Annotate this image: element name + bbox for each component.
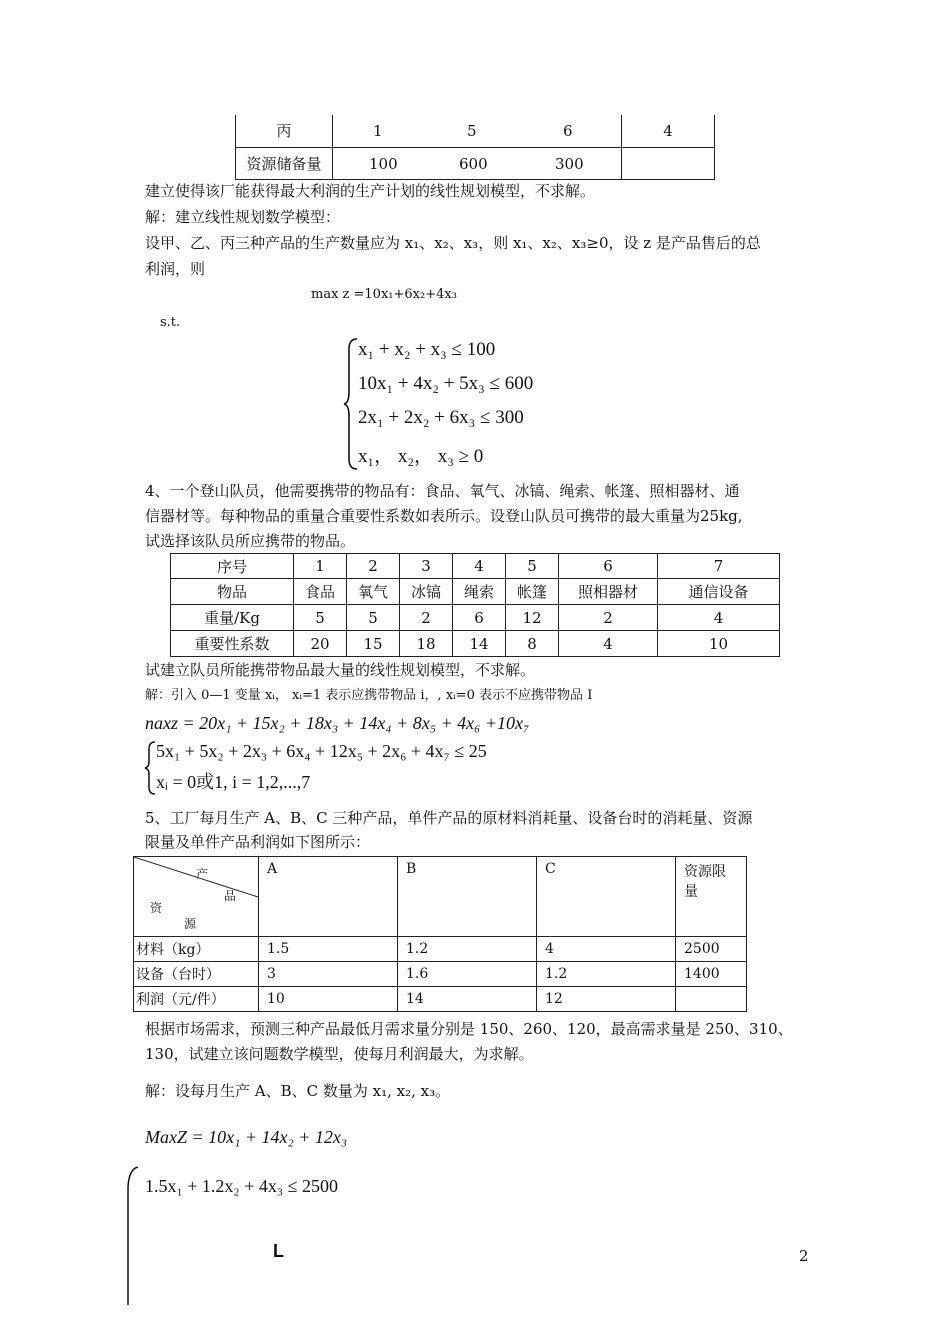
q5-fragment: L (273, 1241, 284, 1261)
table-cell: 冰镐 (400, 579, 453, 605)
table-cell: 4 (622, 115, 715, 147)
table-cell: 1 5 6 (333, 115, 622, 147)
q5-solution: 解：设每月生产 A、B、C 数量为 x₁, x₂, x₃。 (145, 1082, 451, 1100)
table-cell: 100 600 300 (333, 147, 622, 179)
table-cell: 帐篷 (506, 579, 559, 605)
q3-solution-line2: 利润，则 (145, 260, 206, 278)
table-cell: 15 (347, 631, 400, 657)
q4-items-table (170, 553, 780, 657)
table-cell: 7 (658, 554, 780, 579)
q5-line2: 限量及单件产品利润如下图所示： (145, 833, 371, 851)
table-cell: 重量/Kg (171, 605, 294, 631)
q4-constraint-2: xᵢ = 0或1, i = 1,2,...,7 (156, 772, 311, 792)
table-cell: 1.2 (398, 937, 537, 962)
table-cell: 4 (559, 631, 658, 657)
table-cell: 3 (400, 554, 453, 579)
table-cell: 4 (658, 605, 780, 631)
table-cell: 利润（元/件） (134, 987, 259, 1012)
table-cell: 6 (559, 554, 658, 579)
table-header-cell: C (537, 857, 676, 937)
table-cell: 3 (259, 962, 398, 987)
q4-solution: 解：引入 0—1 变量 xᵢ， xᵢ=1 表示应携带物品 i，, xᵢ=0 表示不应携带物品 I (145, 688, 593, 703)
table-cell: 通信设备 (658, 579, 780, 605)
table-cell (676, 987, 747, 1012)
q5-paragraph-line1: 根据市场需求，预测三种产品最低月需求量分别是 150、260、120，最高需求量是 250、310、 (145, 1020, 793, 1038)
table-cell: 序号 (171, 554, 294, 579)
table-cell: 氧气 (347, 579, 400, 605)
q5-paragraph-line2: 130，试建立该问题数学模型，使每月利润最大，为求解。 (145, 1045, 534, 1063)
q4-objective: naxz = 20x₁ + 15x₂ + 18x₃ + 14x₄ + 8x₅ + 4x₆ +10x₇ (145, 713, 530, 733)
q3-st-label: s.t. (160, 315, 181, 330)
q5-constraint-1: 1.5x₁ + 1.2x₂ + 4x₃ ≤ 2500 (145, 1176, 339, 1196)
table-cell (622, 147, 715, 179)
table-cell: 1.5 (259, 937, 398, 962)
q3-constraint-2: 10x₁ + 4x₂ + 5x₃ ≤ 600 (358, 373, 534, 394)
left-brace-icon (143, 740, 157, 796)
q4-prompt: 试建立队员所能携带物品最大量的线性规划模型，不求解。 (145, 661, 536, 679)
table-cell: 资源储备量 (236, 147, 333, 179)
table-cell: 材料（kg） (134, 937, 259, 962)
page-number: 2 (799, 1247, 809, 1265)
resource-table-continued (235, 115, 715, 180)
q4-line3: 试选择该队员所应携带的物品。 (145, 532, 356, 550)
q5-objective: MaxZ = 10x₁ + 14x₂ + 12x₃ (145, 1127, 348, 1147)
table-cell: 12 (506, 605, 559, 631)
table-cell: 8 (506, 631, 559, 657)
table-cell: 4 (453, 554, 506, 579)
table-cell: 2 (400, 605, 453, 631)
diagonal-header-cell: 产 品 资 源 (134, 857, 259, 937)
table-cell: 1.2 (537, 962, 676, 987)
q3-constraint-3: 2x₁ + 2x₂ + 6x₃ ≤ 300 (358, 407, 524, 428)
table-cell: 重要性系数 (171, 631, 294, 657)
left-brace-icon (120, 1165, 140, 1305)
table-cell: 6 (453, 605, 506, 631)
table-cell: 10 (658, 631, 780, 657)
q4-constraint-1: 5x₁ + 5x₂ + 2x₃ + 6x₄ + 12x₅ + 2x₆ + 4x₇ ≤ 25 (156, 741, 487, 761)
table-cell: 1 (294, 554, 347, 579)
table-cell: 4 (537, 937, 676, 962)
q3-constraint-4: x₁， x₂， x₃ ≥ 0 (358, 446, 484, 467)
table-cell: 1400 (676, 962, 747, 987)
table-cell: 设备（台时） (134, 962, 259, 987)
q5-line1: 5、工厂每月生产 A、B、C 三种产品，单件产品的原材料消耗量、设备台时的消耗量、资源 (145, 809, 753, 827)
table-cell: 照相器材 (559, 579, 658, 605)
table-cell: 2 (559, 605, 658, 631)
table-header-cell: 资源限量 (676, 857, 747, 937)
q3-constraint-1: x₁ + x₂ + x₃ ≤ 100 (358, 339, 496, 360)
table-cell: 12 (537, 987, 676, 1012)
table-header-cell: A (259, 857, 398, 937)
q3-solution-line1: 设甲、乙、丙三种产品的生产数量应为 x₁、x₂、x₃，则 x₁、x₂、x₃≥0，设 z 是产品售后的总 (145, 234, 761, 252)
table-cell: 20 (294, 631, 347, 657)
q4-line2: 信器材等。每种物品的重量合重要性系数如表所示。设登山队员可携带的最大重量为25kg, (145, 507, 743, 525)
table-cell: 2 (347, 554, 400, 579)
table-cell: 5 (294, 605, 347, 631)
table-cell: 14 (453, 631, 506, 657)
q3-prompt: 建立使得该厂能获得最大利润的生产计划的线性规划模型，不求解。 (145, 182, 596, 200)
table-cell: 10 (259, 987, 398, 1012)
table-cell: 2500 (676, 937, 747, 962)
q5-resource-table (133, 856, 747, 1012)
table-cell: 5 (347, 605, 400, 631)
table-cell: 1.6 (398, 962, 537, 987)
table-cell: 丙 (236, 115, 333, 147)
table-header-cell: B (398, 857, 537, 937)
table-cell: 14 (398, 987, 537, 1012)
table-cell: 食品 (294, 579, 347, 605)
table-cell: 5 (506, 554, 559, 579)
table-cell: 绳索 (453, 579, 506, 605)
table-cell: 18 (400, 631, 453, 657)
table-cell: 物品 (171, 579, 294, 605)
q4-line1: 4、一个登山队员，他需要携带的物品有：食品、氧气、冰镐、绳索、帐篷、照相器材、通 (145, 482, 740, 500)
q3-objective: max z =10x₁+6x₂+4x₃ (311, 287, 457, 302)
q3-solution-heading: 解：建立线性规划数学模型： (145, 208, 341, 226)
